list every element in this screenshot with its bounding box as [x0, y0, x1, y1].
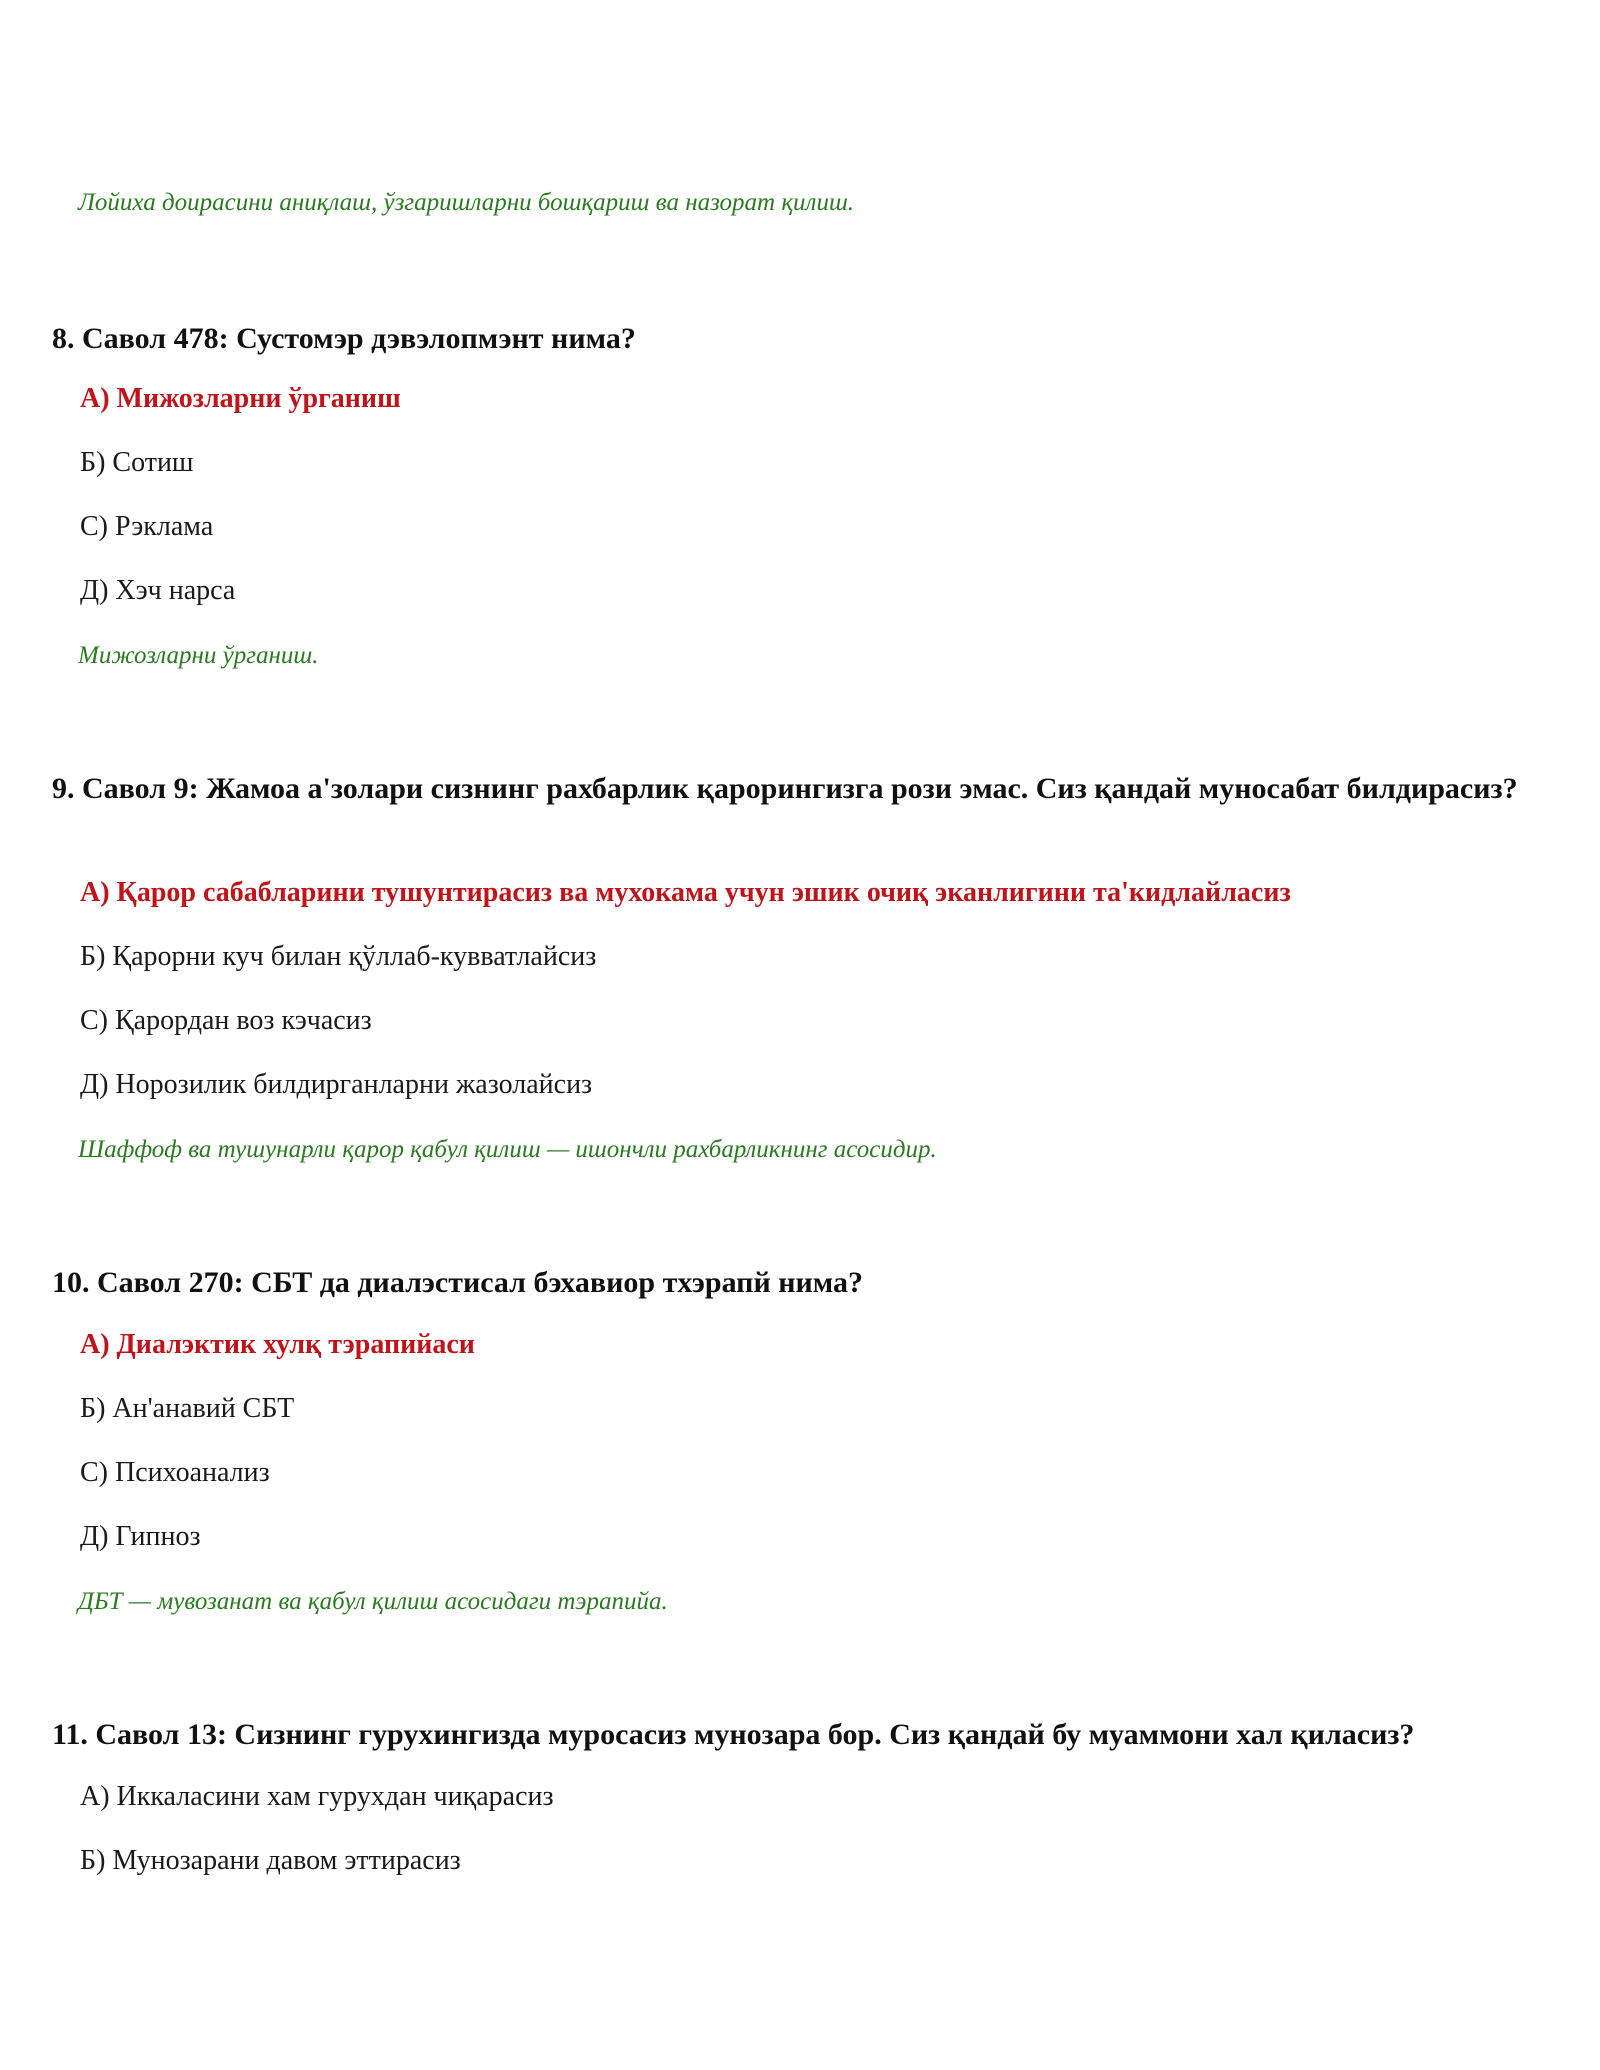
explanation-text: ДБТ — мувозанат ва қабул қилиш асосидаги тэрапийа. [78, 1588, 668, 1615]
answer-option: С) Психоанализ [80, 1457, 270, 1488]
answer-option: Б) Қарорни куч билан қўллаб-кувватлайсиз [80, 941, 597, 972]
answer-option: Д) Норозилик билдирганларни жазолайсиз [80, 1069, 593, 1100]
explanation-text: Лойиха доирасини аниқлаш, ўзгаришларни бошқариш ва назорат қилиш. [78, 189, 855, 216]
answer-option: С) Рэклама [80, 511, 214, 542]
answer-option: С) Қарордан воз кэчасиз [80, 1005, 372, 1036]
question-title: 10. Савол 270: СБТ да диалэстисал бэхавиор тхэрапй нима? [52, 1266, 864, 1299]
answer-option: Б) Мунозарани давом эттирасиз [80, 1845, 461, 1876]
answer-option: Б) Ан'анавий СБТ [80, 1393, 295, 1424]
question-title: 9. Савол 9: Жамоа а'золари сизнинг рахбарлик қарорингизга рози эмас. Сиз қандай муносабат билдирасиз? [52, 772, 1518, 805]
answer-option: Б) Сотиш [80, 447, 194, 478]
question-title: 8. Савол 478: Сустомэр дэвэлопмэнт нима? [52, 322, 636, 355]
answer-option-correct: А) Қарор сабабларини тушунтирасиз ва мухокама учун эшик очиқ эканлигини та'кидлайласиз [80, 877, 1291, 908]
answer-option: Д) Хэч нарса [80, 575, 236, 606]
answer-option-correct: А) Диалэктик хулқ тэрапийаси [80, 1329, 475, 1360]
explanation-text: Шаффоф ва тушунарли қарор қабул қилиш — ишончли рахбарликнинг асосидир. [78, 1136, 937, 1163]
answer-option: А) Иккаласини хам гурухдан чиқарасиз [80, 1781, 554, 1812]
explanation-text: Мижозларни ўрганиш. [78, 642, 319, 669]
answer-option: Д) Гипноз [80, 1521, 201, 1552]
answer-option-correct: А) Мижозларни ўрганиш [80, 383, 401, 414]
question-title: 11. Савол 13: Сизнинг гурухингизда муросасиз мунозара бор. Сиз қандай бу муаммони хал қиласиз? [52, 1718, 1415, 1751]
